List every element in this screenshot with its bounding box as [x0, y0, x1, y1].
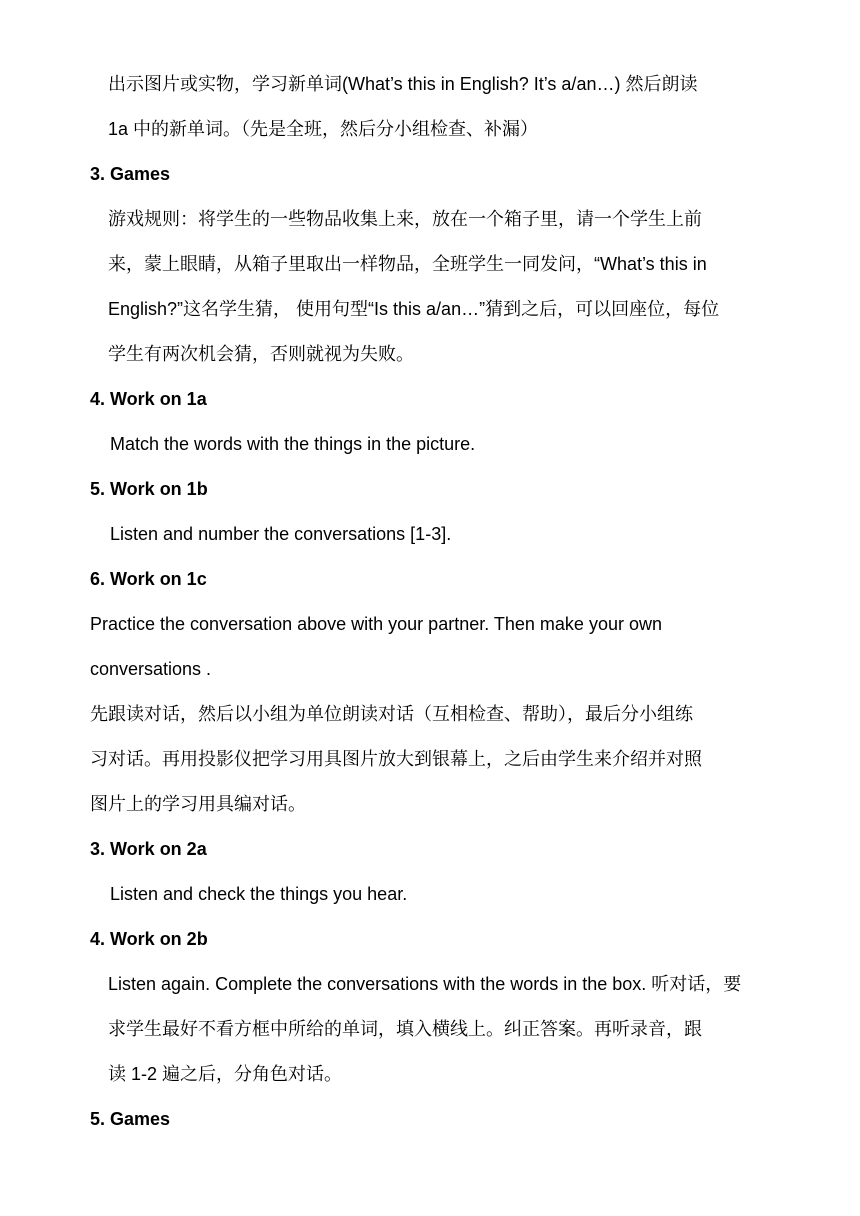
- games-2-heading: 5. Games: [90, 1109, 171, 1129]
- games-line-4: 学生有两次机会猜，否则就视为失败。: [108, 344, 414, 364]
- work-1b-text: Listen and number the conversations [1-3].: [110, 524, 452, 544]
- work-1b-heading: 5. Work on 1b: [90, 479, 208, 499]
- games-heading: 3. Games: [90, 164, 171, 184]
- work-2a-heading: 3. Work on 2a: [90, 839, 207, 859]
- games-line-2: 来，蒙上眼睛，从箱子里取出一样物品，全班学生一同发问，“What’s this in: [108, 254, 707, 274]
- work-2b-line-2: 求学生最好不看方框中所给的单词，填入横线上。纠正答案。再听录音，跟: [108, 1019, 702, 1039]
- work-1c-cn-line-2: 习对话。再用投影仪把学习用具图片放大到银幕上，之后由学生来介绍并对照: [90, 749, 702, 769]
- games-line-1: 游戏规则：将学生的一些物品收集上来，放在一个箱子里，请一个学生上前: [108, 209, 702, 229]
- work-1c-cn-line-1: 先跟读对话，然后以小组为单位朗读对话（互相检查、帮助），最后分小组练: [90, 704, 693, 724]
- work-1c-line-1: Practice the conversation above with your partner. Then make your own: [90, 614, 662, 634]
- work-2a-text: Listen and check the things you hear.: [110, 884, 408, 904]
- work-1a-heading: 4. Work on 1a: [90, 389, 207, 409]
- work-2b-heading: 4. Work on 2b: [90, 929, 208, 949]
- intro-line-2: 1a 中的新单词。（先是全班，然后分小组检查、补漏）: [108, 119, 539, 139]
- work-2b-line-3: 读 1-2 遍之后，分角色对话。: [108, 1064, 343, 1084]
- work-1c-line-2: conversations .: [90, 659, 212, 679]
- work-2b-line-1: Listen again. Complete the conversations with the words in the box. 听对话，要: [108, 974, 742, 994]
- work-1a-text: Match the words with the things in the picture.: [110, 434, 476, 454]
- intro-line-1: 出示图片或实物，学习新单词(What’s this in English? It’s a/an…) 然后朗读: [108, 74, 698, 94]
- work-1c-cn-line-3: 图片上的学习用具编对话。: [90, 794, 306, 814]
- games-line-3: English?”这名学生猜， 使用句型“Is this a/an…”猜到之后，可以回座位，每位: [108, 299, 720, 319]
- work-1c-heading: 6. Work on 1c: [90, 569, 207, 589]
